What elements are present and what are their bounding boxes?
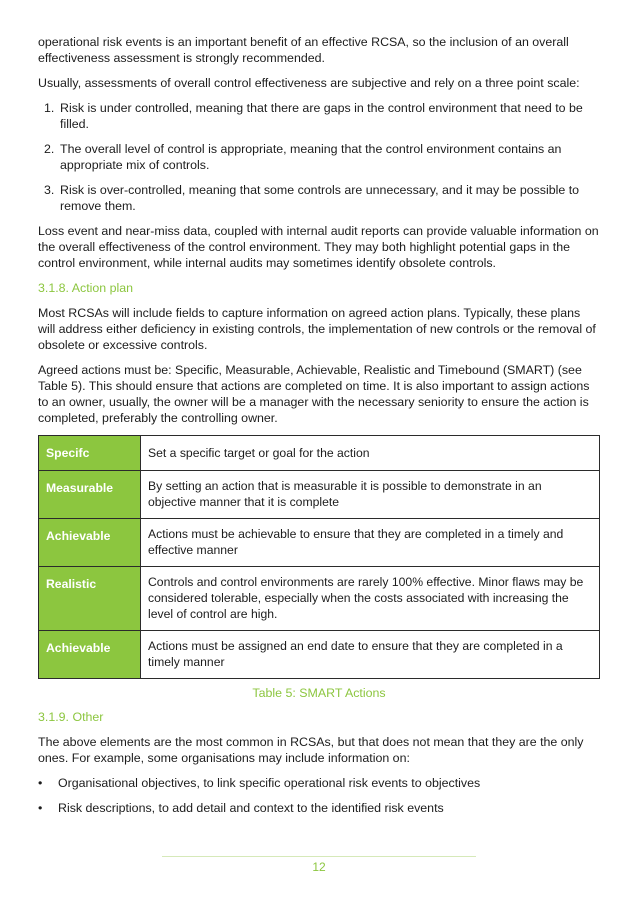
table-row: [39, 519, 600, 567]
list-number: 3.: [44, 183, 55, 197]
footer-divider: [162, 856, 476, 857]
list-number: 1.: [44, 101, 55, 115]
paragraph-scale-intro: Usually, assessments of overall control effectiveness are subjective and rely on a three point scale:: [38, 76, 580, 90]
bullet-icon: •: [38, 776, 43, 790]
table-value-cell: Set a specific target or goal for the action: [141, 436, 600, 471]
table-key-cell: Realistic: [39, 567, 141, 631]
section-heading-other: 3.1.9. Other: [38, 710, 104, 724]
paragraph-other: The above elements are the most common in RCSAs, but that does not mean that they are the only ones. For example, some organisations may include information on:: [38, 735, 584, 765]
table-key-cell: Specifc: [39, 436, 141, 471]
table-row: [39, 631, 600, 679]
table-value-cell: Actions must be achievable to ensure that they are completed in a timely and effective manner: [141, 519, 600, 567]
list-item-text: Organisational objectives, to link specific operational risk events to objectives: [58, 776, 481, 790]
table-row: [39, 436, 600, 471]
section-heading-action-plan: 3.1.8. Action plan: [38, 281, 134, 295]
list-item-text: Risk is under controlled, meaning that there are gaps in the control environment that need to be filled.: [60, 101, 583, 131]
list-item: [38, 182, 600, 214]
table-row: [39, 567, 600, 631]
table-caption: Table 5: SMART Actions: [252, 686, 386, 700]
table-key-cell: Achievable: [39, 519, 141, 567]
table-key-cell: Measurable: [39, 471, 141, 519]
table-row: [39, 471, 600, 519]
bullet-icon: •: [38, 801, 43, 815]
paragraph-action-plans: Most RCSAs will include fields to capture information on agreed action plans. Typically, these plans will address either deficiency in existing controls, the implementation of new controls or the removal of obsolete or excessive controls.: [38, 306, 596, 352]
list-item: [38, 141, 600, 173]
list-item: [38, 100, 600, 132]
paragraph-effectiveness: operational risk events is an important benefit of an effective RCSA, so the inclusion of an overall effectiveness assessment is strongly recommended.: [38, 35, 569, 65]
paragraph-smart: Agreed actions must be: Specific, Measurable, Achievable, Realistic and Timebound (SMART) (see Table 5). This should ensure that actions are completed on time. It is also important to assign actions to an owner, usually, the owner will be a manager with the necessary seniority to ensure the action is completed, preferably the controlling owner.: [38, 363, 590, 425]
paragraph-loss-event: Loss event and near-miss data, coupled with internal audit reports can provide valuable information on the overall effectiveness of the control environment. They may both highlight potential gaps in the control environment, while internal audits may sometimes identify obsolete controls.: [38, 224, 599, 270]
list-item-text: Risk descriptions, to add detail and context to the identified risk events: [58, 801, 444, 815]
page-number: 12: [312, 860, 326, 874]
table-value-cell: Controls and control environments are rarely 100% effective. Minor flaws may be considered tolerable, especially when the costs associated with increasing the level of control are high.: [141, 567, 600, 631]
table-value-cell: By setting an action that is measurable it is possible to demonstrate in an objective manner that it is complete: [141, 471, 600, 519]
table-value-cell: Actions must be assigned an end date to ensure that they are completed in a timely manner: [141, 631, 600, 679]
list-number: 2.: [44, 142, 55, 156]
table-key-cell: Achievable: [39, 631, 141, 679]
list-item: [38, 775, 600, 791]
smart-table: [38, 435, 600, 679]
list-item-text: Risk is over-controlled, meaning that some controls are unnecessary, and it may be possible to remove them.: [60, 183, 580, 213]
scale-list: [38, 100, 600, 214]
list-item: [38, 800, 600, 816]
other-bullet-list: [38, 775, 600, 816]
document-page: [38, 34, 600, 825]
list-item-text: The overall level of control is appropriate, meaning that the control environment contains an appropriate mix of controls.: [60, 142, 562, 172]
